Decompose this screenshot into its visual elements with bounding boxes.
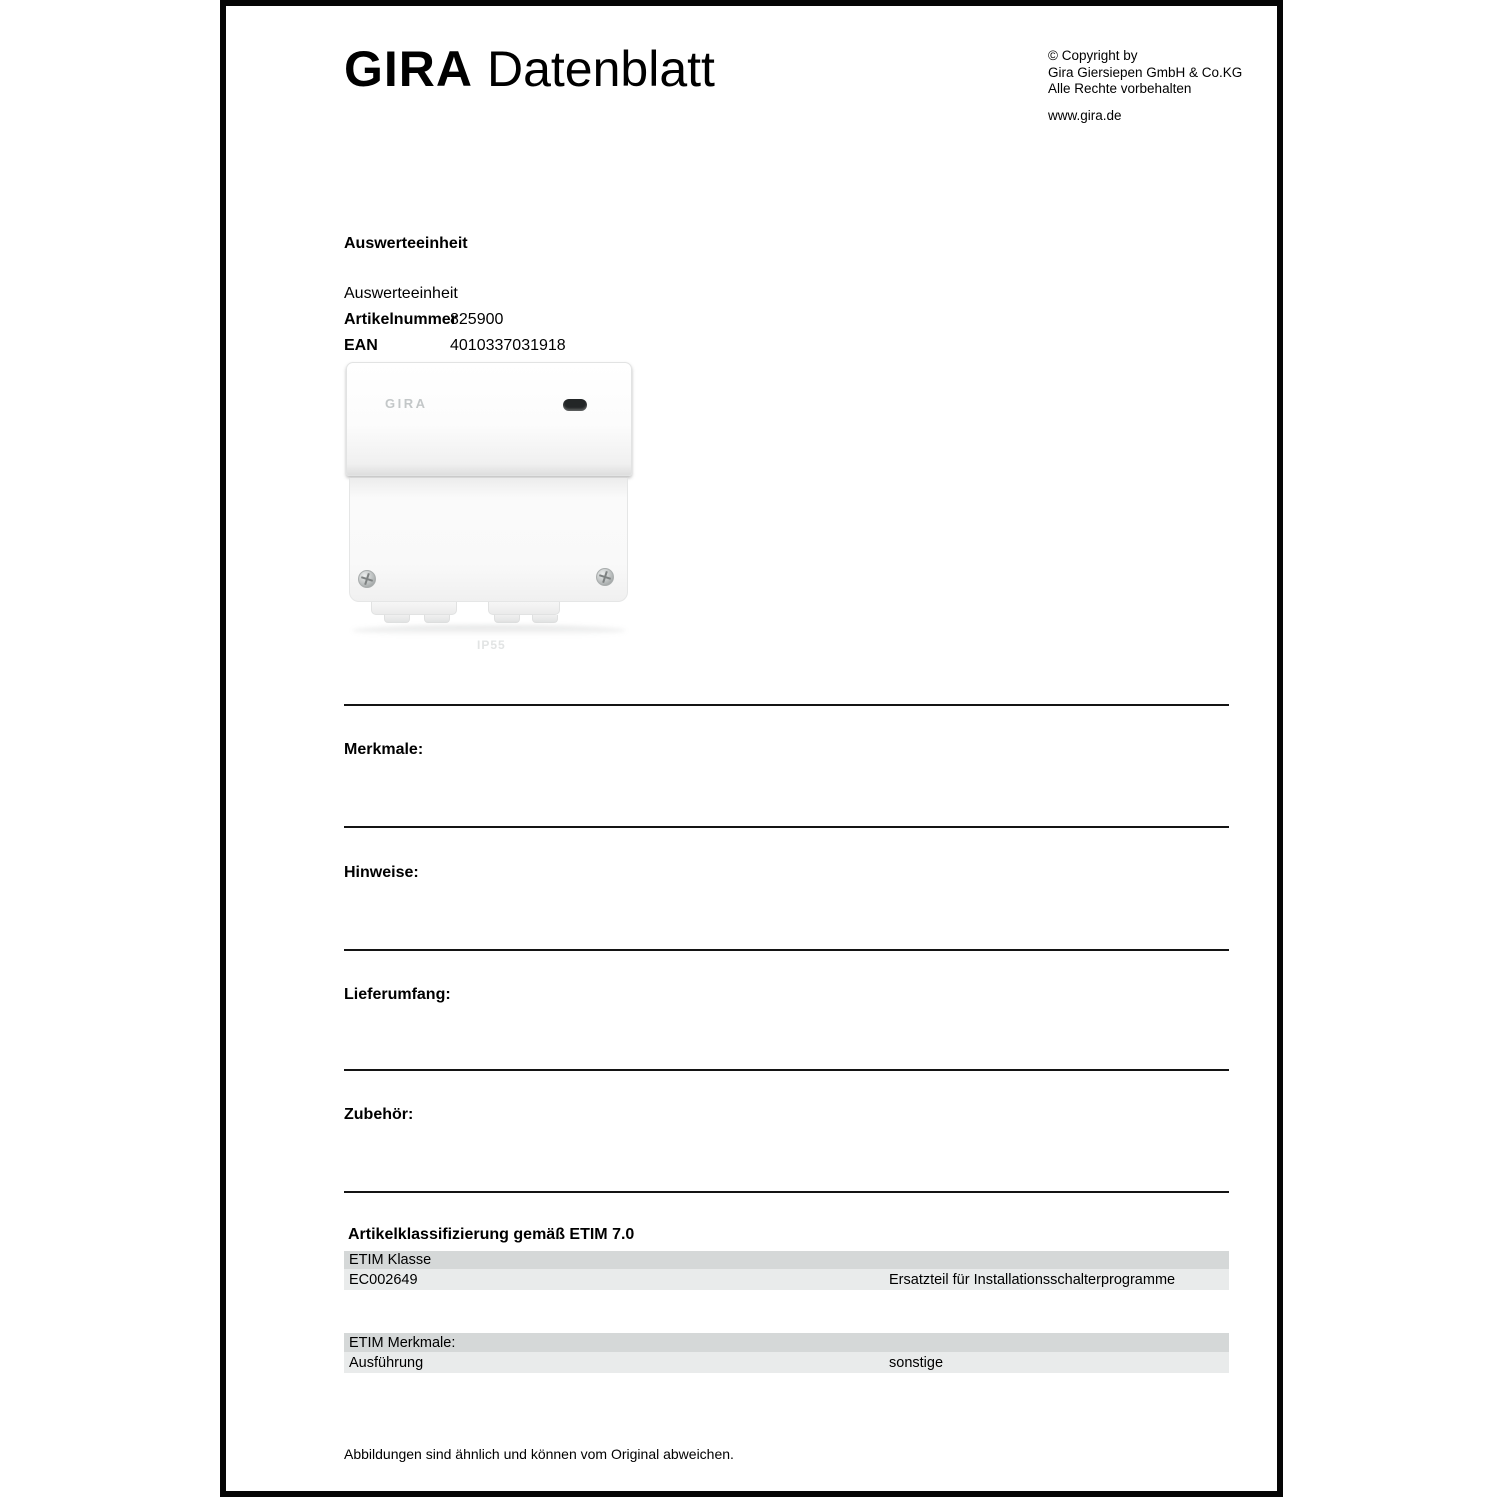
etim-feature-row: [344, 1352, 1229, 1373]
copyright-line: Gira Giersiepen GmbH & Co.KG: [1048, 64, 1243, 80]
copyright-line: Alle Rechte vorbehalten: [1048, 81, 1192, 96]
device-shadow: [352, 625, 626, 636]
etim-class-description: Ersatzteil für Installationsschalterprogramme: [889, 1271, 1176, 1288]
cable-gland-nub: [532, 615, 558, 623]
cable-gland-nub: [384, 615, 410, 623]
article-number-label: Artikelnummer: [344, 311, 457, 328]
section-divider: [344, 1069, 1229, 1071]
etim-class-code: EC002649: [349, 1271, 418, 1288]
cable-gland-right: [488, 602, 560, 615]
product-name: Auswerteeinheit: [344, 285, 458, 302]
etim-class-header-row: [344, 1251, 1229, 1269]
section-divider: [344, 704, 1229, 706]
section-divider: [344, 1191, 1229, 1193]
section-label-zubehoer: Zubehör:: [344, 1106, 414, 1123]
ean-label: EAN: [344, 337, 378, 354]
cable-gland-nub: [424, 615, 450, 623]
device-led-window: [563, 399, 587, 411]
section-divider: [344, 826, 1229, 828]
article-number-value: 825900: [450, 311, 504, 328]
etim-features-header-row: [344, 1333, 1229, 1352]
datasheet-page: [220, 0, 1283, 1497]
ean-value: 4010337031918: [450, 337, 566, 354]
etim-feature-name: Ausführung: [349, 1354, 424, 1371]
document-header: [344, 42, 715, 96]
section-label-lieferumfang: Lieferumfang:: [344, 986, 451, 1003]
etim-feature-value: sonstige: [889, 1354, 944, 1371]
gira-logo: GIRA: [344, 41, 473, 97]
cable-gland-nub: [494, 615, 520, 623]
section-divider: [344, 949, 1229, 951]
etim-features-header: ETIM Merkmale:: [349, 1334, 456, 1351]
device-lid: [346, 362, 632, 476]
article-number-row: [344, 311, 504, 331]
etim-class-header: ETIM Klasse: [349, 1252, 432, 1268]
cable-gland-left: [371, 602, 457, 615]
document-type-title: Datenblatt: [487, 41, 715, 97]
ean-row: [344, 337, 566, 357]
footer-disclaimer: Abbildungen sind ähnlich und können vom Original abweichen.: [344, 1446, 734, 1462]
etim-class-row: [344, 1269, 1229, 1290]
product-title: Auswerteeinheit: [344, 235, 468, 252]
screw-left-icon: [358, 570, 376, 588]
copyright-line: © Copyright by: [1048, 48, 1138, 63]
section-label-hinweise: Hinweise:: [344, 864, 419, 881]
device-brand-label: GIRA: [385, 396, 428, 411]
copyright-block: [1048, 48, 1242, 98]
device-body: [349, 478, 628, 652]
section-label-merkmale: Merkmale:: [344, 741, 424, 758]
website-link[interactable]: www.gira.de: [1048, 108, 1122, 123]
product-photo: [344, 358, 636, 652]
classification-title: Artikelklassifizierung gemäß ETIM 7.0: [348, 1226, 635, 1243]
screw-right-icon: [596, 568, 614, 586]
device-ip-rating-label: IP55: [477, 638, 506, 652]
